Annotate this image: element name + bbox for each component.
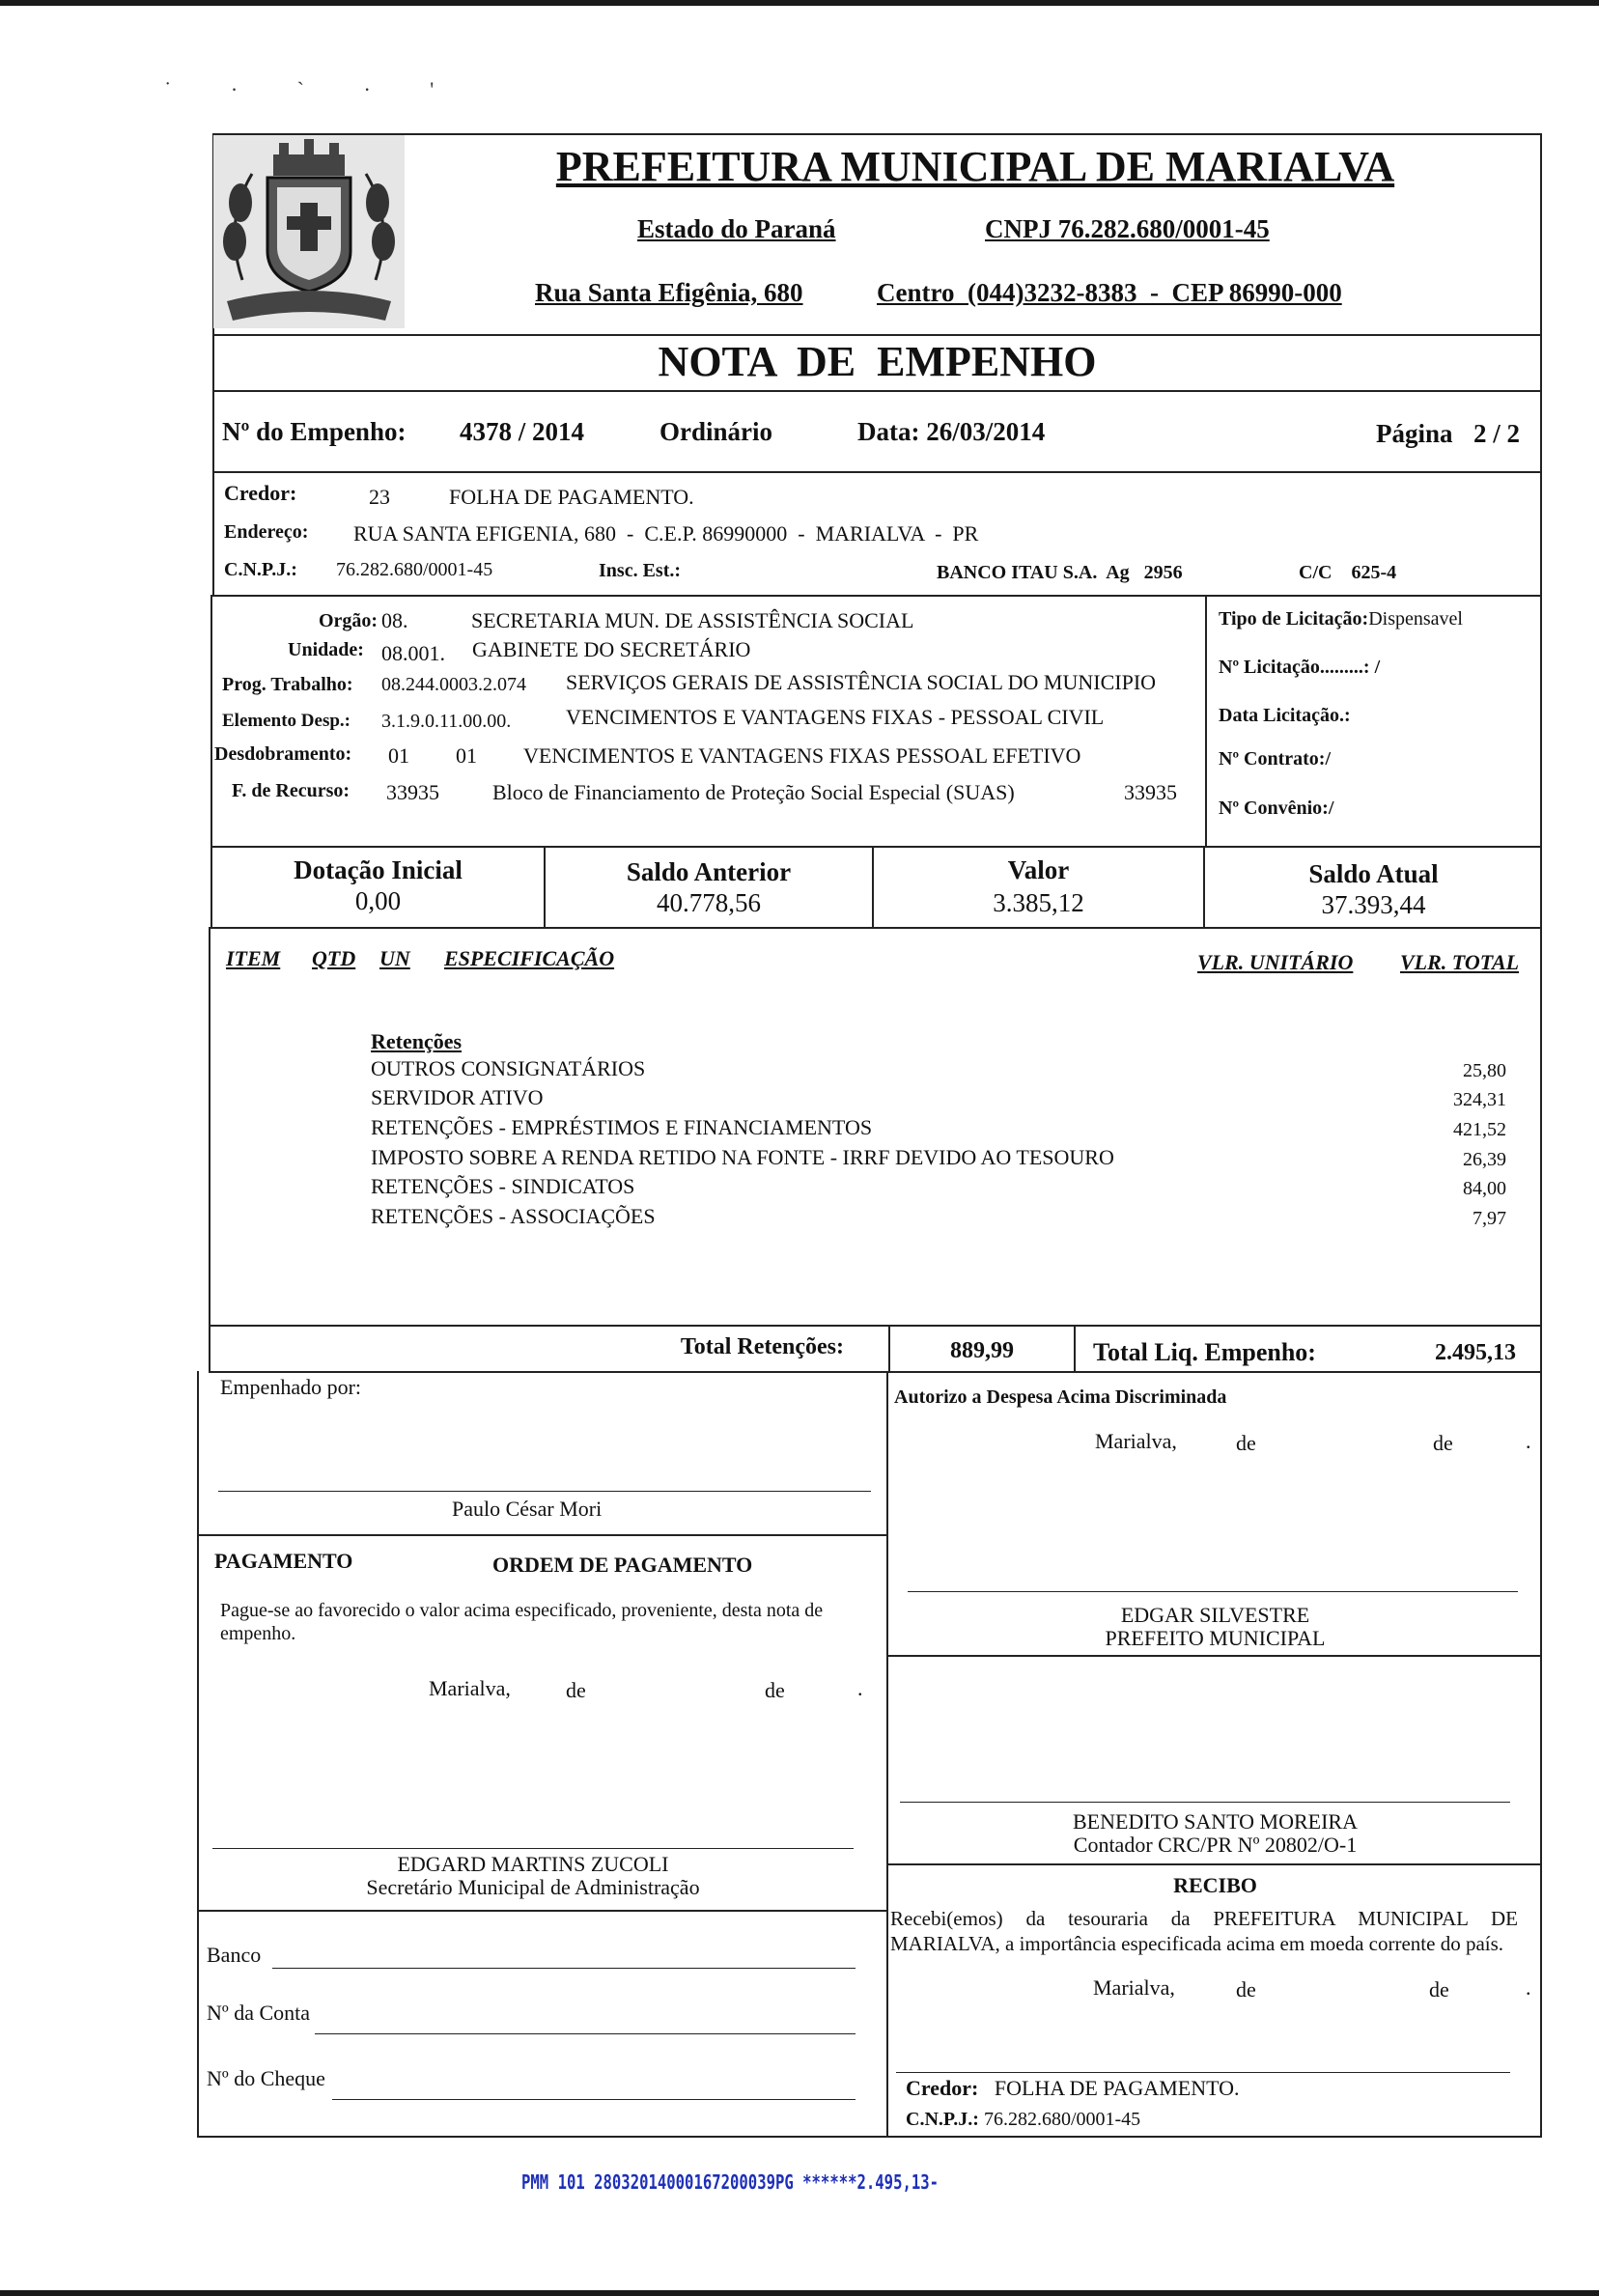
- saldo-anterior-value: 40.778,56: [657, 888, 761, 917]
- retention-value: 7,97: [1473, 1208, 1506, 1229]
- insc-est-label: Insc. Est.:: [599, 560, 682, 581]
- section-line-3: [886, 1655, 1542, 1657]
- payment-stamp: PMM 101 28032014000167200039PG ******2.495,13-: [521, 2170, 940, 2194]
- recurso-name: Bloco de Financiamento de Proteção Social Especial (SUAS): [492, 780, 1015, 804]
- budget-divider: [1205, 595, 1207, 848]
- licitacao-number: Nº Licitação.........: /: [1219, 657, 1381, 678]
- empenhado-signature-line: [218, 1491, 871, 1492]
- prefeito-title: PREFEITO MUNICIPAL: [1105, 1626, 1326, 1650]
- contador-signature-line: [900, 1802, 1510, 1803]
- state-label: Estado do Paraná: [637, 214, 836, 243]
- col-item: ITEM: [226, 946, 281, 970]
- scan-top-edge: [0, 0, 1599, 6]
- page-number: 2 / 2: [1473, 419, 1521, 448]
- retention-value: 26,39: [1463, 1149, 1506, 1170]
- col-vlr-unit: VLR. UNITÁRIO: [1197, 950, 1354, 974]
- valor-value: 3.385,12: [993, 888, 1084, 917]
- unidade-code: 08.001.: [381, 641, 445, 665]
- retention-label: SERVIDOR ATIVO: [371, 1085, 544, 1109]
- secretario-name: EDGARD MARTINS ZUCOLI: [397, 1852, 669, 1876]
- contador-name: BENEDITO SANTO MOREIRA: [1073, 1809, 1358, 1834]
- bank-account: C/C 625-4: [1299, 562, 1397, 583]
- rec-de-1: de: [1236, 1977, 1256, 2002]
- elem-label: Elemento Desp.:: [222, 711, 351, 731]
- retention-value: 84,00: [1463, 1178, 1506, 1199]
- elem-name: VENCIMENTOS E VANTAGENS FIXAS - PESSOAL CIVIL: [566, 705, 1105, 729]
- pague-text: Pague-se ao favorecido o valor acima especificado, proveniente, desta nota de empenho.: [220, 1600, 824, 1644]
- empenhado-label: Empenhado por:: [220, 1375, 362, 1399]
- col-qtd: QTD: [312, 946, 356, 970]
- credor-signature-line: [896, 2072, 1510, 2073]
- retention-value: 25,80: [1463, 1060, 1506, 1081]
- secretario-signature-line: [212, 1848, 854, 1849]
- prefeito-signature-line: [908, 1591, 1518, 1592]
- recurso-code-2: 33935: [1124, 780, 1177, 804]
- retention-value: 421,52: [1453, 1119, 1506, 1140]
- orgao-label: Orgão:: [319, 610, 379, 631]
- address-rest: Centro (044)3232-8383 - CEP 86990-000: [877, 278, 1342, 307]
- empenho-type: Ordinário: [659, 417, 773, 446]
- tipo-licitacao-label-text: Tipo de Licitação:: [1219, 608, 1369, 630]
- prefecture-title: PREFEITURA MUNICIPAL DE MARIALVA: [555, 143, 1395, 190]
- credor-cnpj-label: C.N.P.J.:: [224, 559, 297, 580]
- autorizo-label: Autorizo a Despesa Acima Discriminada: [894, 1386, 1227, 1408]
- rec-dot: .: [1526, 1975, 1531, 2000]
- credor-code: 23: [369, 485, 390, 509]
- credor-address: RUA SANTA EFIGENIA, 680 - C.E.P. 86990000 - MARIALVA - PR: [353, 521, 979, 546]
- cnpj-label: CNPJ 76.282.680/0001-45: [985, 214, 1270, 243]
- bank-info: BANCO ITAU S.A. Ag 2956: [937, 562, 1183, 583]
- convenio-number: Nº Convênio:/: [1219, 798, 1334, 819]
- contrato-number: Nº Contrato:/: [1219, 748, 1332, 770]
- aut-de-1: de: [1236, 1431, 1256, 1455]
- recibo-credor-label: Credor:: [906, 2076, 979, 2100]
- doc-title: NOTA DE EMPENHO: [658, 338, 1097, 385]
- desd-code1: 01: [388, 743, 409, 768]
- prefeito-name: EDGAR SILVESTRE: [1120, 1603, 1310, 1627]
- retention-label: RETENÇÕES - SINDICATOS: [371, 1174, 635, 1198]
- desd-label: Desdobramento:: [214, 743, 352, 765]
- recurso-label: F. de Recurso:: [232, 780, 351, 801]
- tipo-licitacao-value: Dispensavel: [1368, 608, 1463, 630]
- retention-label: OUTROS CONSIGNATÁRIOS: [371, 1056, 646, 1080]
- saldo-anterior-label: Saldo Anterior: [626, 857, 792, 886]
- orgao-code: 08.: [381, 608, 408, 632]
- banco-label: Banco: [207, 1943, 262, 1967]
- prog-label: Prog. Trabalho:: [222, 674, 353, 695]
- empenho-number-label: Nº do Empenho:: [222, 417, 407, 446]
- unidade-label: Unidade:: [288, 639, 364, 660]
- rec-city: Marialva,: [1093, 1975, 1175, 2000]
- cheque-label: Nº do Cheque: [207, 2066, 325, 2090]
- retention-label: IMPOSTO SOBRE A RENDA RETIDO NA FONTE - IRRF DEVIDO AO TESOURO: [371, 1145, 1114, 1169]
- recibo-cnpj: [906, 2109, 1140, 2131]
- municipal-crest-icon: [213, 135, 405, 328]
- aut-dot: .: [1526, 1429, 1531, 1453]
- recibo-credor-name: FOLHA DE PAGAMENTO.: [994, 2076, 1240, 2100]
- recibo-title: RECIBO: [1173, 1873, 1257, 1897]
- desd-code2: 01: [456, 743, 477, 768]
- secretario-title: Secretário Municipal de Administração: [366, 1875, 700, 1899]
- orgao-name: SECRETARIA MUN. DE ASSISTÊNCIA SOCIAL: [471, 608, 914, 632]
- total-liquido-label: Total Liq. Empenho:: [1093, 1338, 1316, 1366]
- licitacao-date: Data Licitação.:: [1219, 705, 1351, 726]
- page-label: Página: [1376, 419, 1453, 448]
- signature-divider: [886, 1371, 888, 2138]
- pag-de-1: de: [566, 1678, 586, 1702]
- total-liquido-value: 2.495,13: [1435, 1340, 1516, 1365]
- pagamento-label: PAGAMENTO: [214, 1549, 353, 1573]
- prog-code: 08.244.0003.2.074: [381, 674, 526, 695]
- pag-city: Marialva,: [429, 1676, 511, 1700]
- recibo-text: Recebi(emos) da tesouraria da PREFEITURA MUNICIPAL DE MARIALVA, a importância especificada acima em moeda corrente do país.: [890, 1907, 1518, 1955]
- desd-name: VENCIMENTOS E VANTAGENS FIXAS PESSOAL EFETIVO: [523, 743, 1081, 768]
- credor-cnpj: 76.282.680/0001-45: [336, 559, 493, 580]
- prog-name: SERVIÇOS GERAIS DE ASSISTÊNCIA SOCIAL DO MUNICIPIO: [566, 670, 1157, 694]
- ordem-pagamento-label: ORDEM DE PAGAMENTO: [492, 1553, 753, 1577]
- aut-de-2: de: [1433, 1431, 1453, 1455]
- empenho-date: Data: 26/03/2014: [857, 417, 1046, 446]
- dotacao-label: Dotação Inicial: [294, 855, 463, 884]
- section-line-1: [197, 1534, 886, 1536]
- banco-line: [272, 1968, 856, 1969]
- empenho-number: 4378 / 2014: [460, 417, 585, 446]
- total-retencoes-label: Total Retenções:: [680, 1334, 844, 1359]
- recurso-code: 33935: [386, 780, 439, 804]
- pag-de-2: de: [765, 1678, 785, 1702]
- recibo-cnpj-label: C.N.P.J.:: [906, 2109, 979, 2130]
- recibo-cnpj-value: 76.282.680/0001-45: [983, 2109, 1141, 2130]
- tipo-licitacao-label: [1219, 608, 1463, 630]
- street-label: Rua Santa Efigênia, 680: [535, 278, 803, 307]
- col-un: UN: [379, 946, 410, 970]
- saldo-atual-value: 37.393,44: [1321, 890, 1426, 919]
- unidade-name: GABINETE DO SECRETÁRIO: [472, 637, 751, 661]
- retention-label: RETENÇÕES - EMPRÉSTIMOS E FINANCIAMENTOS: [371, 1115, 873, 1139]
- retencoes-title: Retenções: [371, 1029, 463, 1053]
- col-spec: ESPECIFICAÇÃO: [444, 946, 615, 970]
- total-row-divider-2: [1074, 1325, 1076, 1373]
- signature-area: [197, 1371, 1542, 2138]
- retention-value: 324,31: [1453, 1089, 1506, 1110]
- scan-specks: ˙ · ` · ': [164, 77, 462, 101]
- contador-title: Contador CRC/PR Nº 20802/O-1: [1073, 1833, 1358, 1857]
- saldo-atual-label: Saldo Atual: [1308, 859, 1439, 888]
- retention-label: RETENÇÕES - ASSOCIAÇÕES: [371, 1204, 656, 1228]
- address-label: Endereço:: [224, 521, 309, 543]
- total-row: [209, 1325, 1542, 1373]
- cheque-line: [332, 2099, 856, 2100]
- dotacao-value: 0,00: [354, 886, 402, 915]
- recibo-credor: [906, 2076, 1240, 2101]
- conta-label: Nº da Conta: [207, 2001, 311, 2025]
- scan-bottom-edge: [0, 2290, 1599, 2296]
- elem-code: 3.1.9.0.11.00.00.: [381, 711, 512, 732]
- rec-de-2: de: [1429, 1977, 1449, 2002]
- empenhado-name: Paulo César Mori: [452, 1497, 603, 1521]
- aut-city: Marialva,: [1095, 1429, 1177, 1453]
- section-line-4: [886, 1863, 1542, 1865]
- credor-name: FOLHA DE PAGAMENTO.: [449, 485, 694, 509]
- total-retencoes-value: 889,99: [950, 1338, 1014, 1363]
- section-line-2: [197, 1910, 886, 1912]
- credor-label: Credor:: [224, 481, 297, 505]
- valor-label: Valor: [1007, 855, 1070, 884]
- conta-line: [315, 2033, 856, 2034]
- col-vlr-total: VLR. TOTAL: [1400, 950, 1520, 974]
- pag-dot: .: [857, 1676, 863, 1700]
